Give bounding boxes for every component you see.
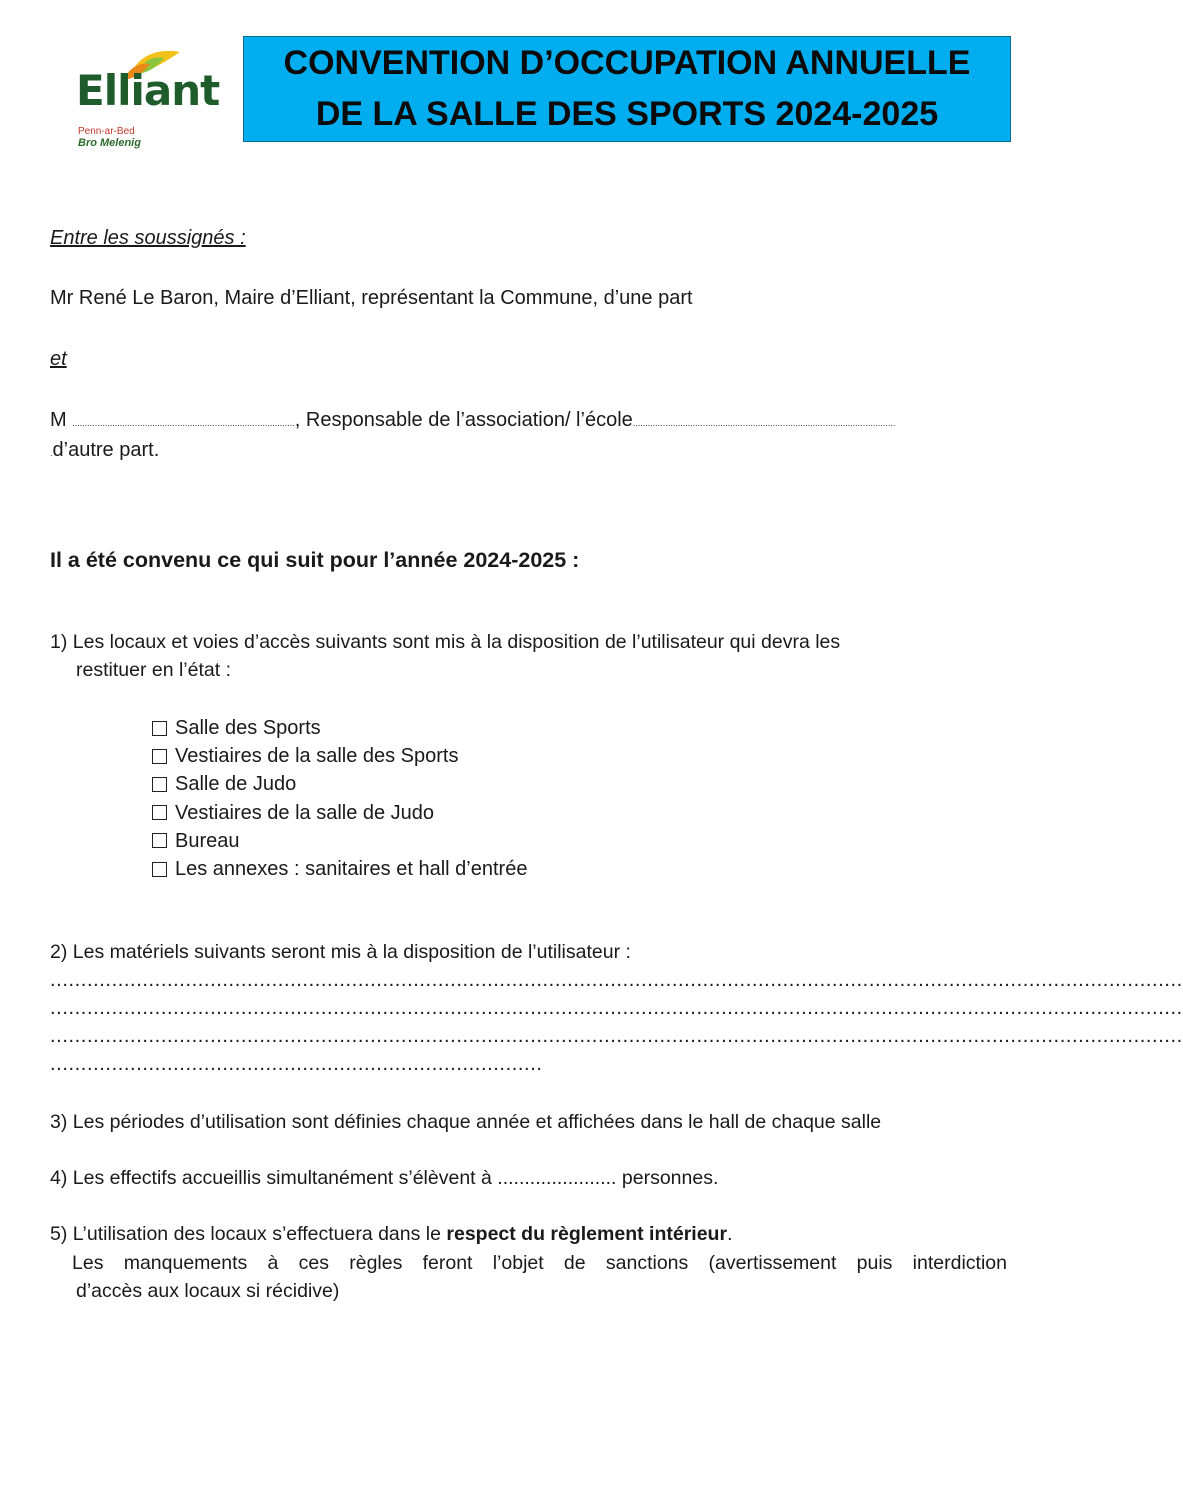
clause-5-line-3: d’accès aux locaux si récidive) <box>76 1280 340 1302</box>
checkbox-label: Les annexes : sanitaires et hall d’entrée <box>175 858 528 881</box>
checklist-item[interactable] <box>152 742 527 770</box>
checklist-item[interactable] <box>152 714 527 742</box>
second-party-suffix: d’autre part. <box>52 439 160 461</box>
organisation-blank-field[interactable]: ......................................................................................................... <box>632 418 896 428</box>
conjunction-et: et <box>50 348 67 370</box>
headcount-blank-field[interactable]: ...................... <box>497 1167 617 1189</box>
logo-subtitle-region: Penn-ar-Bed <box>78 126 135 137</box>
second-party-prefix: M <box>50 409 67 431</box>
checkbox-label: Bureau <box>175 829 240 852</box>
clause-5-line-2: Les manquements à ces règles feront l’objet de sanctions (avertissement puis interdiction <box>72 1252 1007 1274</box>
equipment-blank-line[interactable]: ........................................................................................................................................................................................ <box>50 1025 1183 1047</box>
document-title-line-2: DE LA SALLE DES SPORTS 2024-2025 <box>315 95 939 133</box>
equipment-blank-line[interactable]: ................................................................................ <box>50 1053 543 1075</box>
checkbox[interactable] <box>152 833 167 848</box>
parties-heading: Entre les soussignés : <box>50 227 246 249</box>
equipment-blank-line[interactable]: ........................................................................................................................................................................................ <box>50 969 1183 991</box>
logo-wordmark: Elliant <box>76 66 220 115</box>
clause-4-prefix: 4) Les effectifs accueillis simultanément s’élèvent à <box>50 1167 492 1189</box>
checkbox[interactable] <box>152 777 167 792</box>
second-party-middle: , Responsable de l’association/ l’école <box>294 409 633 431</box>
checkbox-label: Vestiaires de la salle de Judo <box>175 801 435 824</box>
clause-5-emphasis: respect du règlement intérieur <box>446 1223 728 1245</box>
checkbox[interactable] <box>152 749 167 764</box>
clause-3-text: 3) Les périodes d’utilisation sont définies chaque année et affichées dans le hall de chaque salle <box>50 1111 882 1133</box>
clause-1-line-1: 1) Les locaux et voies d’accès suivants sont mis à la disposition de l’utilisateur qui devra les <box>50 631 841 653</box>
checkbox[interactable] <box>152 805 167 820</box>
equipment-blank-line[interactable]: ........................................................................................................................................................................................ <box>50 997 1183 1019</box>
second-party-line <box>50 406 895 437</box>
checkbox-label: Salle des Sports <box>175 717 321 739</box>
clause-2-text: 2) Les matériels suivants seront mis à la disposition de l’utilisateur : <box>50 941 631 963</box>
checkbox-label: Salle de Judo <box>175 773 297 796</box>
agreement-heading: Il a été convenu ce qui suit pour l’année 2024-2025 : <box>50 548 580 572</box>
checkbox[interactable] <box>152 862 167 877</box>
checklist-item[interactable] <box>152 770 527 798</box>
document-title-banner <box>243 36 1011 142</box>
clause-4-suffix: personnes. <box>621 1167 719 1189</box>
clause-1-line-2: restituer en l’état : <box>76 659 231 681</box>
premises-checklist <box>152 714 527 883</box>
clause-5-prefix: 5) L’utilisation des locaux s’effectuera dans le <box>50 1223 441 1245</box>
first-party-text: Mr René Le Baron, Maire d’Elliant, représentant la Commune, d’une part <box>50 287 693 309</box>
checklist-item[interactable] <box>152 799 527 827</box>
second-party-closing: .d’autre part. <box>50 439 160 461</box>
checkbox[interactable] <box>152 721 167 736</box>
clause-4-line <box>50 1164 718 1192</box>
clause-5-line-1 <box>50 1220 732 1248</box>
checklist-item[interactable] <box>152 855 527 883</box>
elliant-logo <box>70 44 220 154</box>
document-title-line-1: CONVENTION D’OCCUPATION ANNUELLE <box>283 44 971 82</box>
clause-5-suffix: . <box>727 1223 733 1245</box>
name-blank-field[interactable]: ......................................................................................... <box>72 418 295 428</box>
checkbox-label: Vestiaires de la salle des Sports <box>175 745 459 768</box>
checklist-item[interactable] <box>152 827 527 855</box>
logo-subtitle-area: Bro Melenig <box>78 137 141 149</box>
